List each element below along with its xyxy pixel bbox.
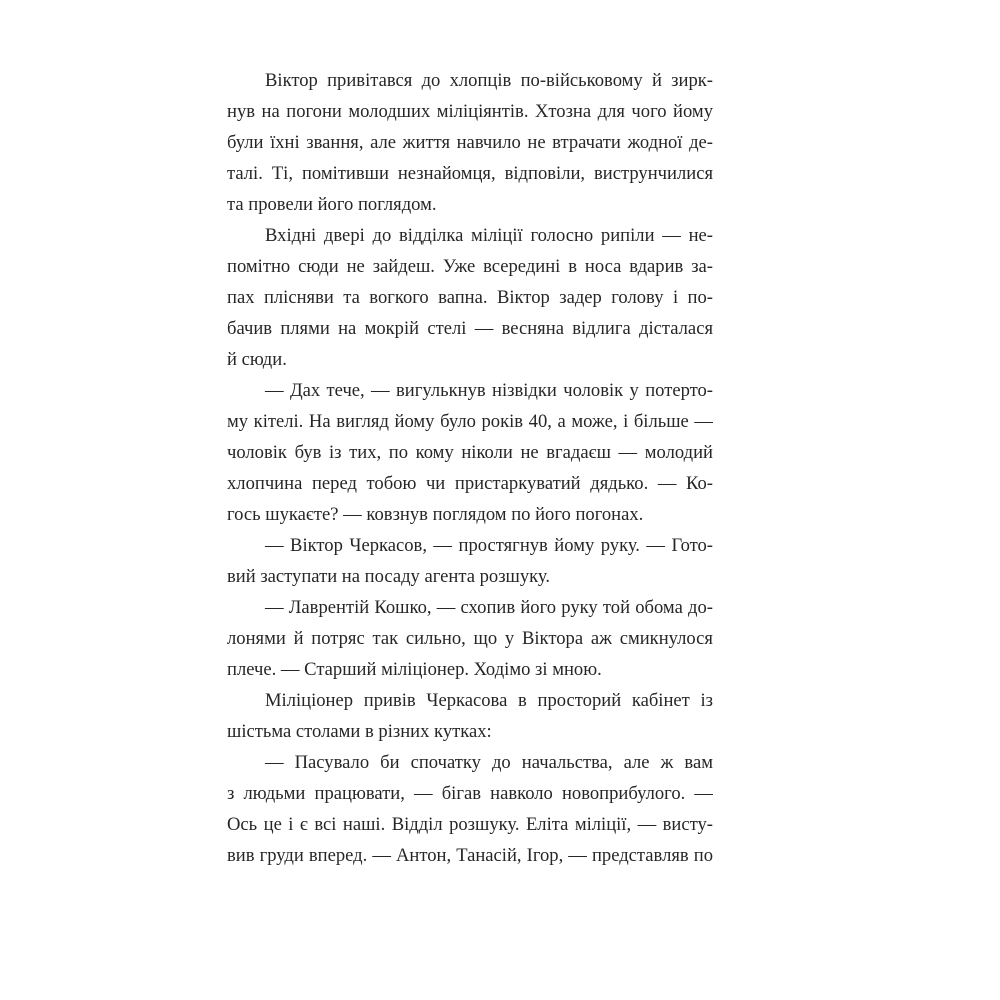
text-line: помітно сюди не зайдеш. Уже всередині в носа вдарив за- — [227, 256, 713, 277]
text-line: були їхні звання, але життя навчило не втрачати жодної де- — [227, 132, 713, 153]
text-line: вив груди вперед. — Антон, Танасій, Ігор, — представляв по — [227, 845, 713, 866]
text-line: Віктор привітався до хлопців по-військовому й зирк- — [265, 70, 713, 91]
text-line: Міліціонер привів Черкасова в просторий кабінет із — [265, 690, 713, 711]
text-line: шістьма столами в різних кутках: — [227, 721, 492, 742]
text-line: му кітелі. На вигляд йому було років 40, а може, і більше — — [227, 411, 713, 432]
text-line: — Дах тече, — вигулькнув нізвідки чоловік у потерто- — [265, 380, 713, 401]
text-line: нув на погони молодших міліціянтів. Хтозна для чого йому — [227, 101, 713, 122]
text-line: й сюди. — [227, 349, 287, 370]
text-line: — Лаврентій Кошко, — схопив його руку той обома до- — [265, 597, 713, 618]
text-line: — Віктор Черкасов, — простягнув йому руку. — Гото- — [265, 535, 713, 556]
text-line: хлопчина перед тобою чи пристаркуватий дядько. — Ко- — [227, 473, 713, 494]
text-line: Вхідні двері до відділка міліції голосно рипіли — не- — [265, 225, 713, 246]
text-line: Ось це і є всі наші. Відділ розшуку. Еліта міліції, — висту- — [227, 814, 713, 835]
text-line: талі. Ті, помітивши незнайомця, відповіли, виструнчилися — [227, 163, 713, 184]
text-line: чоловік був із тих, по кому ніколи не вгадаєш — молодий — [227, 442, 713, 463]
text-line: — Пасувало би спочатку до начальства, але ж вам — [265, 752, 713, 773]
text-line: з людьми працювати, — бігав навколо новоприбулого. — — [227, 783, 713, 804]
text-line: лонями й потряс так сильно, що у Віктора аж смикнулося — [227, 628, 713, 649]
text-line: плече. — Старший міліціонер. Ходімо зі мною. — [227, 659, 602, 680]
text-line: пах плісняви та вогкого вапна. Віктор задер голову і по- — [227, 287, 713, 308]
text-line: гось шукаєте? — ковзнув поглядом по його погонах. — [227, 504, 644, 525]
text-line: вий заступати на посаду агента розшуку. — [227, 566, 551, 587]
text-line: бачив плями на мокрій стелі — весняна відлига дісталася — [227, 318, 713, 339]
text-line: та провели його поглядом. — [227, 194, 437, 215]
book-page — [227, 67, 713, 947]
